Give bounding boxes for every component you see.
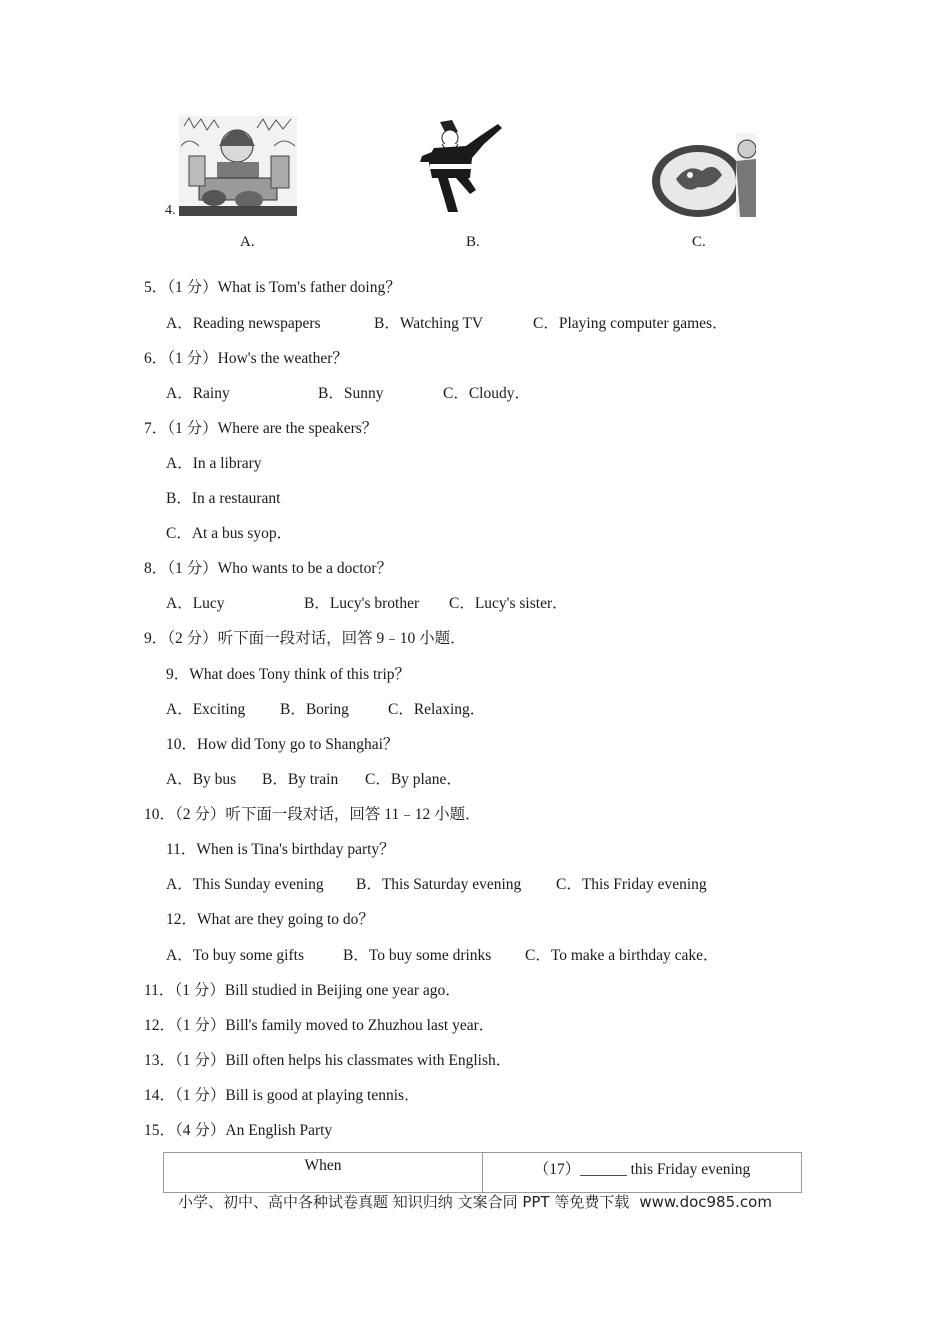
question-score: （1 分） <box>167 420 218 437</box>
sub-question-9: 9．What does Tony think of this trip？ <box>166 666 411 683</box>
question-8 <box>144 559 392 579</box>
question-text: An English Party <box>225 1122 333 1139</box>
question-score: （1 分） <box>175 1087 226 1104</box>
question-number: 12． <box>144 1017 176 1034</box>
question-15 <box>144 1121 332 1141</box>
question-text: Bill's family moved to Zhuzhou last year． <box>225 1017 495 1034</box>
question-score: （1 分） <box>167 560 218 577</box>
sq11-option-b[interactable]: B．This Saturday evening <box>356 876 522 893</box>
sq9-option-b[interactable]: B．Boring <box>280 701 349 718</box>
sub-question-10: 10．How did Tony go to Shanghai？ <box>166 736 399 753</box>
sq10-option-a[interactable]: A．By bus <box>166 771 237 788</box>
footer-text: 小学、初中、高中各种试卷真题 知识归纳 文案合同 PPT 等免费下载 <box>178 1193 630 1211</box>
table-cell-answer[interactable]: （17）______ this Friday evening <box>483 1153 802 1193</box>
option-c-label: C. <box>692 234 706 250</box>
footer-url[interactable]: www.doc985.com <box>639 1193 772 1211</box>
question-text: What is Tom's father doing？ <box>217 279 401 296</box>
q5-option-c[interactable]: C．Playing computer games． <box>533 315 728 332</box>
question-14 <box>144 1086 420 1106</box>
sq11-option-c[interactable]: C．This Friday evening <box>556 876 707 893</box>
question-text: Who wants to be a doctor？ <box>217 560 392 577</box>
q7-option-a[interactable]: A．In a library <box>166 455 262 472</box>
question-number: 7． <box>144 420 168 437</box>
question-score: （2 分） <box>167 630 218 647</box>
sq9-option-c[interactable]: C．Relaxing． <box>388 701 486 718</box>
q8-option-a[interactable]: A．Lucy <box>166 595 225 612</box>
option-c-image <box>652 131 756 217</box>
question-score: （1 分） <box>175 1052 226 1069</box>
q6-option-a[interactable]: A．Rainy <box>166 385 230 402</box>
option-b-image <box>418 118 508 214</box>
question-score: （4 分） <box>175 1122 226 1139</box>
question-text: Where are the speakers？ <box>217 420 378 437</box>
q8-option-b[interactable]: B．Lucy's brother <box>304 595 420 612</box>
question-number: 14． <box>144 1087 176 1104</box>
question-number: 13． <box>144 1052 176 1069</box>
q8-option-c[interactable]: C．Lucy's sister． <box>449 595 568 612</box>
question-number: 15． <box>144 1122 176 1139</box>
option-b-label: B. <box>466 234 480 250</box>
question-5 <box>144 278 401 298</box>
question-4-number: 4. <box>165 203 176 218</box>
q7-option-c[interactable]: C．At a bus syop． <box>166 525 293 542</box>
question-number: 6． <box>144 350 168 367</box>
question-number: 5． <box>144 279 168 296</box>
question-number: 8． <box>144 560 168 577</box>
party-info-table <box>163 1152 802 1193</box>
question-score: （1 分） <box>174 982 225 999</box>
question-12 <box>144 1016 494 1036</box>
table-row <box>164 1153 802 1193</box>
question-number: 9． <box>144 630 168 647</box>
sub-question-12: 12．What are they going to do？ <box>166 911 374 928</box>
question-text: Bill often helps his classmates with English． <box>225 1052 512 1069</box>
question-7 <box>144 419 377 439</box>
page-footer <box>0 1191 950 1212</box>
question-10 <box>144 805 481 825</box>
question-6 <box>144 349 348 369</box>
question-score: （1 分） <box>175 1017 226 1034</box>
sq10-option-b[interactable]: B．By train <box>262 771 339 788</box>
question-text: Bill studied in Beijing one year ago． <box>224 982 461 999</box>
sq9-option-a[interactable]: A．Exciting <box>166 701 246 718</box>
question-text: How's the weather？ <box>217 350 348 367</box>
sq11-option-a[interactable]: A．This Sunday evening <box>166 876 324 893</box>
sq10-option-c[interactable]: C．By plane． <box>365 771 462 788</box>
question-score: （1 分） <box>167 350 218 367</box>
option-a-image <box>179 116 297 216</box>
option-a-label: A. <box>240 234 255 250</box>
q7-option-b[interactable]: B．In a restaurant <box>166 490 281 507</box>
question-score: （2 分） <box>175 806 226 823</box>
q6-option-b[interactable]: B．Sunny <box>318 385 384 402</box>
sq12-option-a[interactable]: A．To buy some gifts <box>166 947 304 964</box>
sq12-option-c[interactable]: C．To make a birthday cake． <box>525 947 719 964</box>
question-13 <box>144 1051 511 1071</box>
question-11 <box>144 981 461 1001</box>
question-text: 听下面一段对话，回答 9﹣10 小题． <box>217 630 466 647</box>
sq12-option-b[interactable]: B．To buy some drinks <box>343 947 492 964</box>
question-text: 听下面一段对话，回答 11﹣12 小题． <box>225 806 481 823</box>
question-number: 10． <box>144 806 176 823</box>
q6-option-c[interactable]: C．Cloudy． <box>443 385 530 402</box>
q5-option-a[interactable]: A．Reading newspapers <box>166 315 321 332</box>
question-number: 11． <box>144 982 175 999</box>
q5-option-b[interactable]: B．Watching TV <box>374 315 484 332</box>
question-score: （1 分） <box>167 279 218 296</box>
table-cell-label: When <box>164 1153 483 1193</box>
question-9 <box>144 629 466 649</box>
question-text: Bill is good at playing tennis． <box>225 1087 420 1104</box>
sub-question-11: 11．When is Tina's birthday party？ <box>166 841 395 858</box>
